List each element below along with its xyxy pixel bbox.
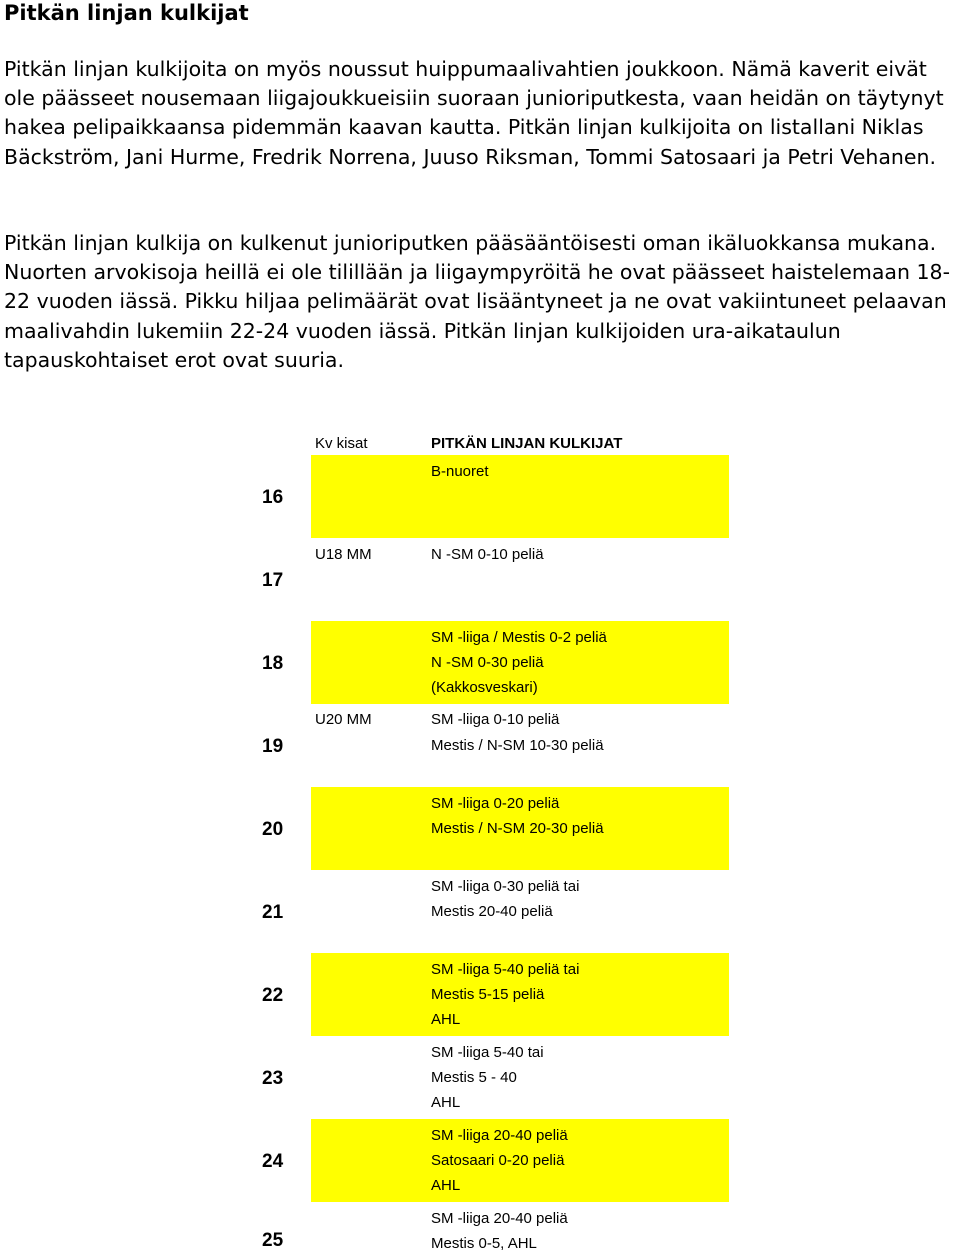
career-text: Mestis 5-15 peliä [431, 986, 545, 1003]
career-text: (Kakkosveskari) [431, 679, 538, 696]
career-text: SM -liiga / Mestis 0-2 peliä [431, 629, 607, 646]
career-text: AHL [431, 1011, 461, 1028]
age-label: 18 [262, 653, 284, 674]
age-label: 25 [262, 1230, 284, 1251]
career-text: SM -liiga 0-20 peliä [431, 795, 560, 812]
career-text: AHL [431, 1177, 461, 1194]
age-label: 21 [262, 902, 284, 923]
career-text: SM -liiga 5-40 peliä tai [431, 961, 580, 978]
career-text: AHL [431, 1094, 461, 1111]
age-label: 20 [262, 819, 284, 840]
age-label: 23 [262, 1068, 284, 1089]
age-label: 19 [262, 736, 284, 757]
career-text: SM -liiga 20-40 peliä [431, 1127, 568, 1144]
career-text: N -SM 0-10 peliä [431, 546, 544, 563]
career-text: Mestis 5 - 40 [431, 1069, 517, 1086]
career-text: N -SM 0-30 peliä [431, 654, 544, 671]
career-text: SM -liiga 0-10 peliä [431, 711, 560, 728]
career-path-paragraph: Pitkän linjan kulkija on kulkenut junioriputken pääsääntöisesti oman ikäluokkansa mukana. Nuorten arvokisoja heillä ei ole tilillään ja liigaympyröitä he ovat päässeet haistelemaan 18-22 vuoden iässä. Pikku hiljaa pelimäärät ovat lisääntyneet ja ne ovat vakiintuneet pelaavan maalivahdin lukemiin 22-24 vuoden iässä. Pitkän linjan kulkijoiden ura-aikataulun tapauskohtaiset erot ovat suuria. [4, 231, 950, 372]
career-text: Mestis 0-5, AHL [431, 1235, 537, 1252]
intro-paragraph: Pitkän linjan kulkijoita on myös noussut huippumaalivahtien joukkoon. Nämä kaverit eivät ole päässeet nousemaan liigajoukkueisiin suoraan junioriputkesta, vaan heidän on täytynyt hakea pelipaikkaansa pidemmän kaavan kautta. Pitkän linjan kulkijoita on listallani Niklas Bäckström, Jani Hurme, Fredrik Norrena, Juuso Riksman, Tommi Satosaari ja Petri Vehanen. [4, 57, 944, 169]
age-label: 17 [262, 570, 284, 591]
international-event: U20 MM [315, 711, 372, 728]
age-label: 16 [262, 487, 284, 508]
age-label: 24 [262, 1151, 284, 1172]
career-text: SM -liiga 0-30 peliä tai [431, 878, 580, 895]
age-label: 22 [262, 985, 284, 1006]
career-text: SM -liiga 20-40 peliä [431, 1210, 568, 1227]
timeline-title: PITKÄN LINJAN KULKIJAT [431, 435, 623, 452]
career-text: Satosaari 0-20 peliä [431, 1152, 565, 1169]
career-text: B-nuoret [431, 463, 489, 480]
international-tournaments-header: Kv kisat [315, 435, 368, 452]
international-event: U18 MM [315, 546, 372, 563]
page-heading: Pitkän linjan kulkijat [4, 1, 249, 25]
highlight-band-16 [311, 455, 729, 538]
career-text: Mestis / N-SM 10-30 peliä [431, 737, 604, 754]
career-text: SM -liiga 5-40 tai [431, 1044, 544, 1061]
career-text: Mestis / N-SM 20-30 peliä [431, 820, 604, 837]
career-text: Mestis 20-40 peliä [431, 903, 553, 920]
